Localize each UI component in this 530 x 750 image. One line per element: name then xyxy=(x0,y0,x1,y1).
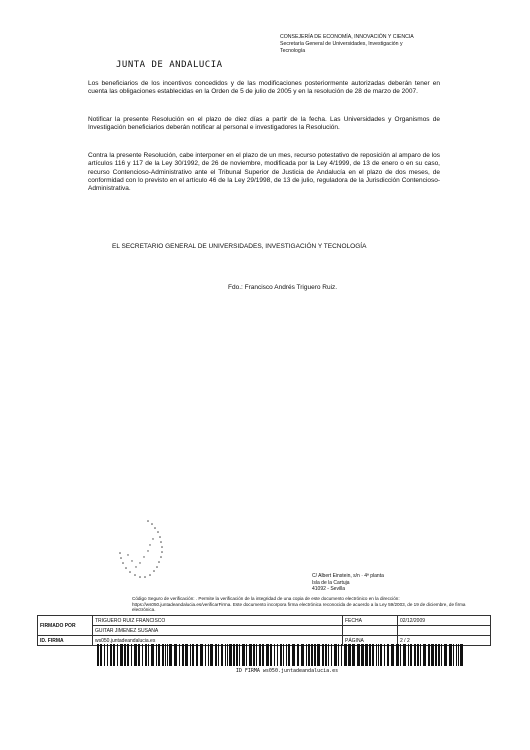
barcode-bar xyxy=(185,644,188,666)
barcode-bar xyxy=(376,644,377,666)
barcode-bar xyxy=(169,644,172,666)
id-firma-value: ws050.juntadeandalucia.es xyxy=(93,636,343,646)
barcode-bar xyxy=(283,644,284,666)
barcode-bar xyxy=(456,644,457,666)
address-line-3: 41092 - Sevilla xyxy=(312,586,346,592)
barcode-bar xyxy=(391,644,394,666)
barcode-bar xyxy=(246,644,247,666)
barcode-bar xyxy=(158,644,160,666)
barcode-id-text: ID FIRMA ws050.juntadeandalucia.es xyxy=(235,668,339,674)
paragraph-obligations: Los beneficiarios de los incentivos concedidos y de las modificaciones posteriormente autorizadas deberán tener en cuenta las obligaciones establecidas en la Orden de 5 de julio de 2005 y en la resolución de 28 de marzo de 2007. xyxy=(88,80,440,96)
barcode-bar xyxy=(249,644,252,666)
barcode-bar xyxy=(120,644,123,666)
barcode-bar xyxy=(280,644,282,666)
barcode-bar xyxy=(262,644,264,666)
barcode-bar xyxy=(328,644,329,666)
barcode-bar xyxy=(449,644,452,666)
barcode-bar xyxy=(156,644,157,666)
barcode-bar xyxy=(403,644,406,666)
barcode-bar xyxy=(196,644,198,666)
barcode-bar xyxy=(190,644,191,666)
barcode-bar xyxy=(256,644,257,666)
department-block xyxy=(280,34,430,55)
barcode-bar xyxy=(380,644,382,666)
barcode-bar xyxy=(325,644,327,666)
barcode-bar xyxy=(270,644,272,666)
barcode-bar xyxy=(317,644,320,666)
barcode-bar xyxy=(369,644,371,666)
barcode-bar xyxy=(458,644,459,666)
barcode-bar xyxy=(227,644,228,666)
barcode-bar xyxy=(200,644,203,666)
dept-line-1: CONSEJERÍA DE ECONOMÍA, INNOVACIÓN Y CIENCIA xyxy=(280,34,414,40)
barcode-bar xyxy=(417,644,419,666)
barcode-bar xyxy=(357,644,360,666)
seal-stamp xyxy=(108,515,188,585)
paragraph-appeal: Contra la presente Resolución, cabe interponer en el plazo de un mes, recurso potestativo de reposición al amparo de los artículos 116 y 117 de la Ley 30/1992, de 26 de noviembre, modificada por la Ley 4/1999, de 13 de enero o en su caso, recurso Contencioso-Administrativo ante el Tribunal Superior de Justicia de Andalucía en el plazo de dos meses, de conformidad con lo previsto en el artículo 46 de la Ley 29/1998, de 13 de julio, reguladora de la Jurisdicción Contencioso-Administrativa. xyxy=(88,152,440,193)
barcode-bar xyxy=(113,644,115,666)
barcode-bar xyxy=(174,644,177,666)
barcode-bar xyxy=(372,644,374,666)
barcode-bar xyxy=(344,644,347,666)
barcode-bar xyxy=(242,644,245,666)
table-row xyxy=(38,626,491,636)
barcode-bar xyxy=(131,644,132,666)
barcode-bar xyxy=(182,644,184,666)
dept-line-3: Tecnología xyxy=(280,48,306,54)
barcode-bar xyxy=(233,644,235,666)
barcode-bar xyxy=(107,644,108,666)
barcode-bar xyxy=(205,644,206,666)
barcode-bar xyxy=(431,644,434,666)
id-firma-label: ID. FIRMA xyxy=(38,636,93,646)
barcode-bar xyxy=(215,644,217,666)
fecha-label: FECHA xyxy=(343,616,398,626)
fecha-value: 02/12/2009 xyxy=(398,616,491,626)
signer-name: Fdo.: Francisco Andrés Triguero Ruiz. xyxy=(228,284,338,291)
barcode-bar xyxy=(341,644,342,666)
pagina-value: 2 / 2 xyxy=(398,636,491,646)
barcode-bar xyxy=(460,644,463,666)
signer-title: EL SECRETARIO GENERAL DE UNIVERSIDADES, INVESTIGACIÓN Y TECNOLOGÍA xyxy=(112,243,367,250)
barcode-bar xyxy=(301,644,304,666)
barcode-bar xyxy=(314,644,316,666)
barcode-bar xyxy=(378,644,379,666)
barcode-bar xyxy=(117,644,118,666)
barcode-bar xyxy=(221,644,223,666)
barcode-bar xyxy=(151,644,154,666)
barcode-bar xyxy=(306,644,307,666)
barcode-bar xyxy=(338,644,339,666)
barcode-bar xyxy=(104,644,105,666)
barcode-bar xyxy=(435,644,437,666)
barcode-bar xyxy=(297,644,299,666)
barcode-bar xyxy=(192,644,194,666)
barcode-bar xyxy=(292,644,295,666)
barcode-bar xyxy=(266,644,269,666)
table-row xyxy=(38,616,491,626)
barcode-bar xyxy=(308,644,310,666)
barcode-bar xyxy=(410,644,412,666)
barcode-bar xyxy=(110,644,112,666)
barcode xyxy=(97,644,467,666)
signer-1: TRIGUERO RUIZ FRANCISCO xyxy=(93,616,343,626)
barcode-bar xyxy=(311,644,313,666)
barcode-bar xyxy=(97,644,99,666)
barcode-bar xyxy=(210,644,213,666)
barcode-bar xyxy=(259,644,261,666)
barcode-bar xyxy=(229,644,232,666)
barcode-bar xyxy=(352,644,355,666)
barcode-bar xyxy=(423,644,426,666)
barcode-bar xyxy=(420,644,421,666)
signer-2: GUITAR JIMENEZ SUSANA xyxy=(93,626,343,636)
barcode-bar xyxy=(208,644,209,666)
org-logo-text: JUNTA DE ANDALUCIA xyxy=(116,60,223,70)
address-line-2: Isla de la Cartuja xyxy=(312,579,350,586)
barcode-bar xyxy=(148,644,149,666)
signature-table xyxy=(37,615,491,646)
barcode-bar xyxy=(331,644,332,666)
barcode-bar xyxy=(408,644,409,666)
barcode-bar xyxy=(361,644,364,666)
barcode-bar xyxy=(167,644,168,666)
barcode-bar xyxy=(138,644,140,666)
barcode-bar xyxy=(428,644,430,666)
barcode-bar xyxy=(239,644,240,666)
address-block xyxy=(312,573,392,593)
barcode-bar xyxy=(145,644,147,666)
signature-footer xyxy=(37,596,491,682)
barcode-bar xyxy=(134,644,137,666)
barcode-bar xyxy=(277,644,278,666)
signed-by-label: FIRMADO POR xyxy=(38,616,93,636)
barcode-bar xyxy=(288,644,290,666)
verification-note: Código Seguro de verificación: . Permite la verificación de la integridad de una copia de este documento electrónico en la dirección: https://ws050.juntadeandalucia.es/verificarFirma. Este documento incorpora firma electrónica reconocida de acuerdo a la Ley 59/2003, de 19 de diciembre, de firma electrónica. xyxy=(132,596,466,612)
barcode-bar xyxy=(225,644,226,666)
barcode-bar xyxy=(286,644,287,666)
barcode-bar xyxy=(384,644,385,666)
barcode-bar xyxy=(165,644,166,666)
barcode-bar xyxy=(162,644,164,666)
barcode-bar xyxy=(100,644,102,666)
barcode-bar xyxy=(334,644,337,666)
barcode-bar xyxy=(453,644,454,666)
barcode-bar xyxy=(387,644,389,666)
barcode-bar xyxy=(218,644,219,666)
barcode-bar xyxy=(253,644,255,666)
barcode-bar xyxy=(400,644,401,666)
barcode-bar xyxy=(441,644,442,666)
barcode-bar xyxy=(414,644,416,666)
barcode-bar xyxy=(444,644,447,666)
barcode-bar xyxy=(127,644,129,666)
barcode-bar xyxy=(348,644,351,666)
barcode-bar xyxy=(322,644,324,666)
paragraph-notification: Notificar la presente Resolución en el plazo de diez días a partir de la fecha. Las Universidades y Organismos de Investigación beneficiarios deberán notificar al personal e investigadores la Resolución. xyxy=(88,116,440,132)
barcode-bar xyxy=(274,644,275,666)
address-line-1: C/ Albert Einstein, s/n · 4ª planta xyxy=(312,573,384,579)
barcode-bar xyxy=(396,644,399,666)
pagina-label: PÁGINA xyxy=(343,636,398,646)
barcode-bar xyxy=(365,644,368,666)
dept-line-2: Secretaría General de Universidades, Investigación y xyxy=(280,41,403,47)
barcode-bar xyxy=(438,644,440,666)
barcode-bar xyxy=(236,644,238,666)
barcode-bar xyxy=(179,644,180,666)
barcode-bar xyxy=(142,644,143,666)
barcode-bar xyxy=(124,644,126,666)
